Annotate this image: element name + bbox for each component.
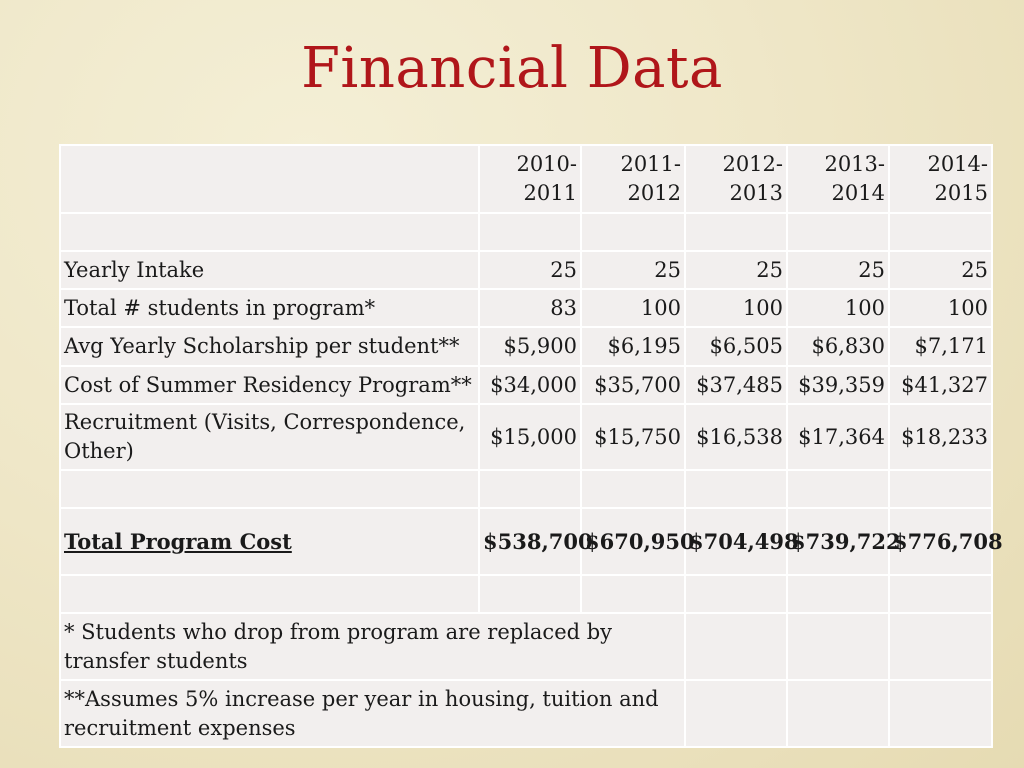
total-row xyxy=(60,508,992,575)
empty-row xyxy=(60,470,992,508)
table-cell: $5,900 xyxy=(479,327,581,366)
financial-table xyxy=(59,144,1003,748)
header-year-4: 2013-2014 xyxy=(787,145,889,213)
total-cell: $739,722 xyxy=(787,508,889,575)
total-cell: $538,700 xyxy=(479,508,581,575)
empty-row xyxy=(60,213,992,251)
table-cell: $39,359 xyxy=(787,366,889,404)
total-cell: $704,498 xyxy=(685,508,787,575)
table-cell: $6,830 xyxy=(787,327,889,366)
table-cell: 25 xyxy=(581,251,685,289)
row-label: Avg Yearly Scholarship per student** xyxy=(60,327,479,366)
table-cell: $17,364 xyxy=(787,404,889,470)
table-cell: $6,505 xyxy=(685,327,787,366)
footnote-increase: **Assumes 5% increase per year in housing, tuition and recruitment expenses xyxy=(60,680,685,747)
table-cell: 100 xyxy=(889,289,992,327)
header-year-3: 2012-2013 xyxy=(685,145,787,213)
total-cell: $670,950 xyxy=(581,508,685,575)
table-cell: $35,700 xyxy=(581,366,685,404)
table-cell: $37,485 xyxy=(685,366,787,404)
table-cell: $34,000 xyxy=(479,366,581,404)
footnote-transfer: * Students who drop from program are replaced by transfer students xyxy=(60,613,685,680)
table-cell: $7,171 xyxy=(889,327,992,366)
table-cell: 100 xyxy=(787,289,889,327)
table-cell: $16,538 xyxy=(685,404,787,470)
table-cell: $6,195 xyxy=(581,327,685,366)
slide-title: Financial Data xyxy=(301,36,723,101)
header-year-1: 2010-2011 xyxy=(479,145,581,213)
footnote-row xyxy=(60,613,992,680)
row-label: Yearly Intake xyxy=(60,251,479,289)
row-label: Total # students in program* xyxy=(60,289,479,327)
header-cell-label xyxy=(60,145,479,213)
total-cell: $776,708 xyxy=(889,508,992,575)
table-cell: 83 xyxy=(479,289,581,327)
table-row xyxy=(60,404,992,470)
table-row xyxy=(60,366,992,404)
table-cell: 100 xyxy=(685,289,787,327)
table-cell: $41,327 xyxy=(889,366,992,404)
footnote-row xyxy=(60,680,992,747)
table-row xyxy=(60,251,992,289)
table-row xyxy=(60,289,992,327)
table-cell: $15,000 xyxy=(479,404,581,470)
row-label: Cost of Summer Residency Program** xyxy=(60,366,479,404)
table-cell: 25 xyxy=(889,251,992,289)
table-cell: 25 xyxy=(479,251,581,289)
table-cell: 25 xyxy=(685,251,787,289)
table-cell: 25 xyxy=(787,251,889,289)
row-label: Recruitment (Visits, Correspondence, Other) xyxy=(60,404,479,470)
header-row xyxy=(60,145,992,213)
total-label: Total Program Cost xyxy=(60,508,479,575)
table-row xyxy=(60,327,992,366)
header-year-5: 2014-2015 xyxy=(889,145,992,213)
table-cell: $15,750 xyxy=(581,404,685,470)
empty-row xyxy=(60,575,992,613)
header-year-2: 2011-2012 xyxy=(581,145,685,213)
table-cell: 100 xyxy=(581,289,685,327)
table-cell: $18,233 xyxy=(889,404,992,470)
